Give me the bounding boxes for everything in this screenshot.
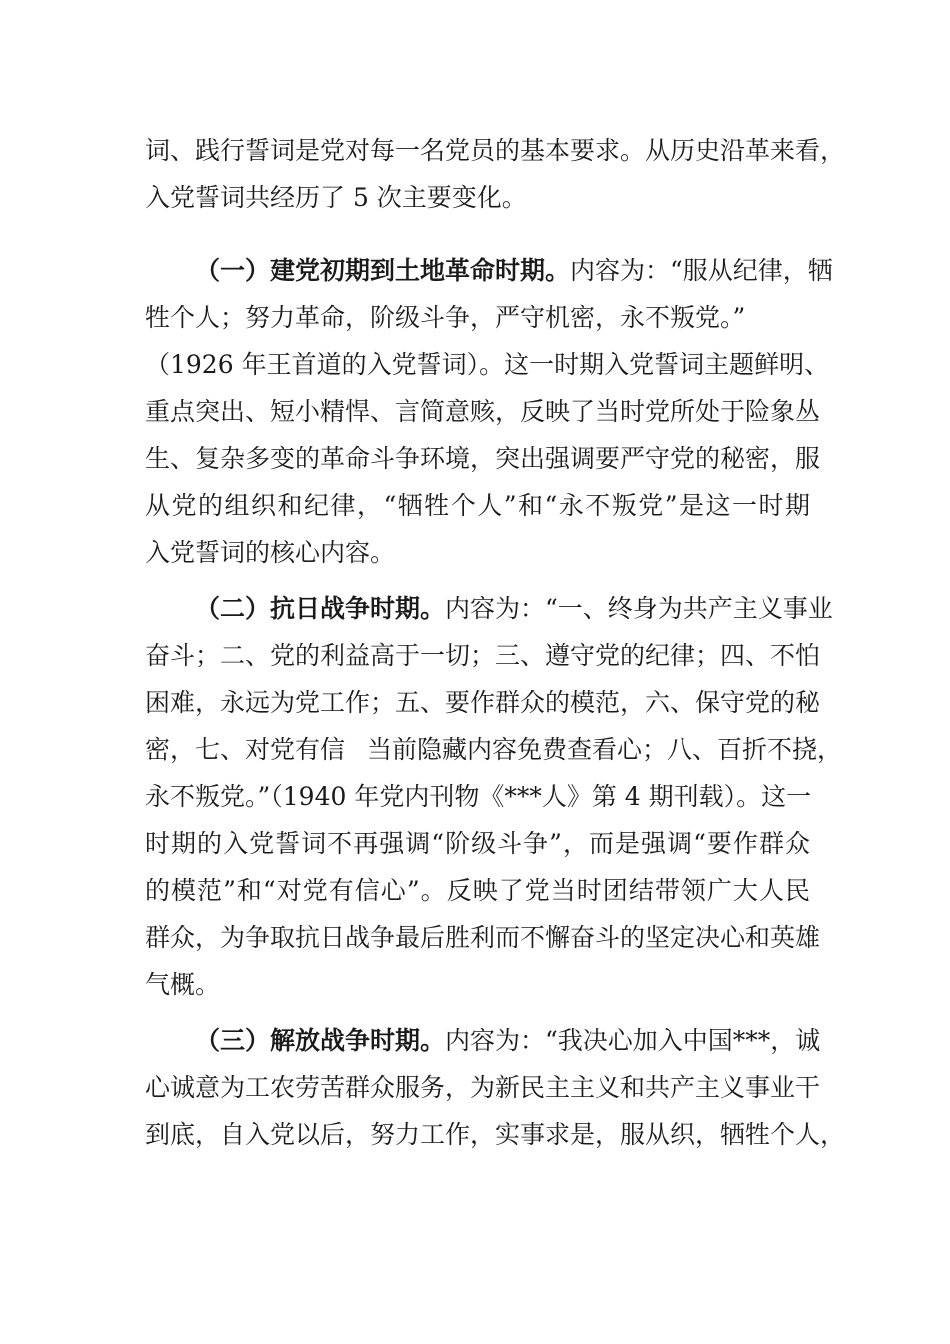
text-line: [145, 1017, 821, 1064]
text-run: 内容为：“一、终身为共产主义事业: [445, 594, 833, 623]
section-2-paragraph: [145, 585, 843, 1008]
text-line: 重点突出、短小精悍、言简意赅，反映了当时党所处于险象丛: [145, 397, 821, 426]
text-line: 时期的入党誓词不再强调“阶级斗争”，而是强调“要作群众: [145, 829, 810, 858]
hidden-content-notice: 当前隐藏内容免费查看: [367, 735, 618, 764]
text-line: 词、践行誓词是党对每一名党员的基本要求。从历史沿革来看，: [145, 136, 846, 165]
section-heading: （一）建党初期到土地革命时期。: [195, 256, 571, 285]
intro-paragraph: [145, 127, 846, 221]
text-line: [145, 585, 833, 632]
section-1-paragraph: [145, 247, 833, 576]
text-line: 生、复杂多变的革命斗争环境，突出强调要严守党的秘密，服: [145, 444, 821, 473]
text-run: 内容为：“服从纪律，牺: [570, 256, 833, 285]
section-heading: （三）解放战争时期。: [195, 1026, 446, 1055]
text-line: 永不叛党。”（1940 年党内刊物《***人》第 4 期刊载）。这一: [145, 782, 812, 811]
text-line: 困难，永远为党工作；五、要作群众的模范，六、保守党的秘: [145, 688, 821, 717]
section-heading: （二）抗日战争时期。: [195, 594, 446, 623]
text-line: 入党誓词的核心内容。: [145, 538, 396, 567]
text-line: 心诚意为工农劳苦群众服务，为新民主主义和共产主义事业干: [145, 1073, 821, 1102]
text-line: [145, 726, 843, 773]
text-line: 入党誓词共经历了 5 次主要变化。: [145, 183, 527, 212]
document-body: [145, 127, 846, 1158]
text-run: 内容为：“我决心加入中国***，诚: [445, 1026, 821, 1055]
text-run: 心；八、百折不挠，: [617, 735, 843, 764]
text-line: 从党的组织和纪律，“牺牲个人”和“永不叛党”是这一时期: [145, 491, 810, 520]
text-line: 气概。: [145, 970, 221, 999]
text-line: （1926 年王首道的入党誓词）。这一时期入党誓词主题鲜明、: [145, 350, 830, 379]
text-line: 奋斗；二、党的利益高于一切；三、遵守党的纪律；四、不怕: [145, 641, 821, 670]
text-line: 群众，为争取抗日战争最后胜利而不懈奋斗的坚定决心和英雄: [145, 923, 821, 952]
section-3-paragraph: [145, 1017, 846, 1158]
text-line: 到底，自入党以后，努力工作，实事求是，服从织，牺牲个人，: [145, 1120, 846, 1149]
text-line: 的模范”和“对党有信心”。反映了党当时团结带领广大人民: [145, 876, 810, 905]
text-run: 密，七、对党有信: [145, 735, 346, 764]
text-line: [145, 247, 833, 294]
text-line: 牲个人；努力革命，阶级斗争，严守机密，永不叛党。”: [145, 303, 746, 332]
